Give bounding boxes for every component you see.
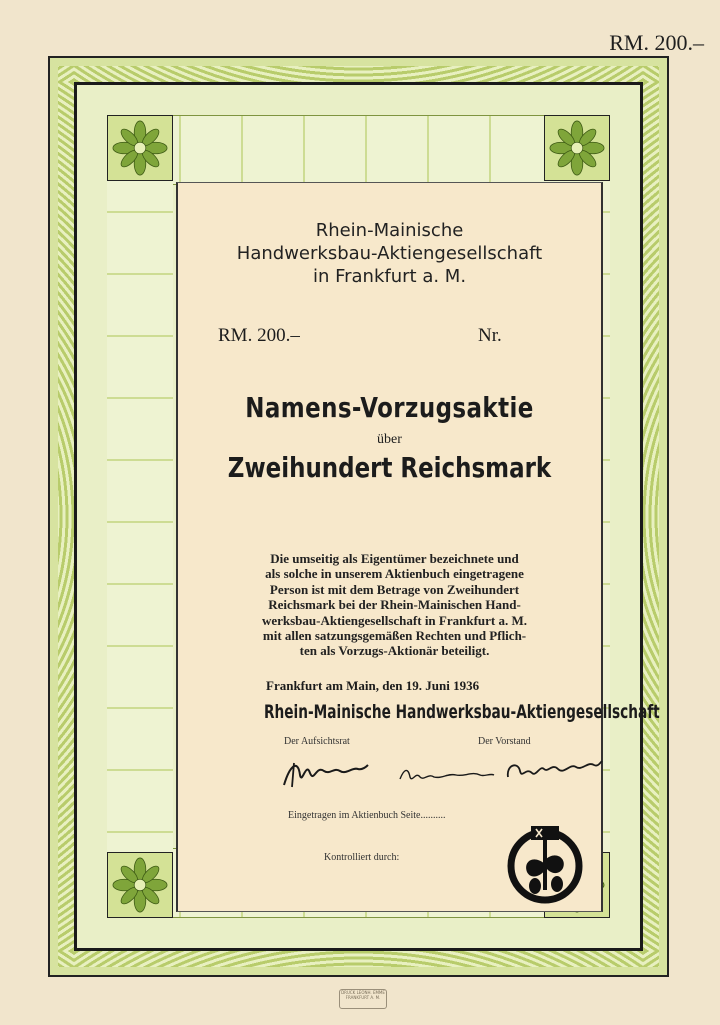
- rosette-icon: [107, 115, 173, 181]
- company-line: in Frankfurt a. M.: [312, 266, 467, 287]
- share-value-title: Zweihundert Reichsmark: [227, 451, 552, 484]
- vorstand-signature: [394, 755, 604, 789]
- rosette-icon: [107, 852, 173, 918]
- body-line: Person ist mit dem Betrage von Zweihundert: [269, 581, 520, 597]
- rosette-icon: [544, 115, 610, 181]
- company-line: Rhein-Mainische: [315, 220, 464, 241]
- checked-by-label: Kontrolliert durch:: [324, 852, 400, 863]
- corner-amount: RM. 200.–: [609, 30, 704, 55]
- company-name: [178, 219, 601, 288]
- inner-border: [74, 82, 660, 951]
- company-signature-line: Rhein-Mainische Handwerksbau-Aktiengesellschaft: [264, 701, 660, 723]
- vorstand-label: Der Vorstand: [478, 736, 531, 747]
- date-line: Frankfurt am Main, den 19. Juni 1936: [266, 678, 480, 693]
- certificate-frame: [48, 56, 669, 977]
- aufsichtsrat-label: Der Aufsichtsrat: [284, 736, 350, 747]
- certificate-body: [208, 551, 581, 659]
- certificate-text-panel: [176, 182, 660, 912]
- body-line: Reichsmark bei der Rhein-Mainischen Hand-: [268, 597, 521, 613]
- amount-label: RM. 200.–: [218, 325, 300, 346]
- body-line: werksbau-Aktiengesellschaft in Frankfurt a. M.: [261, 612, 528, 628]
- register-entry-label: Eingetragen im Aktienbuch Seite..........: [288, 810, 446, 821]
- printer-mark: DRUCK LEONH. EMME FRANKFURT A. M.: [339, 989, 387, 1009]
- ueber-label: über: [377, 432, 402, 447]
- ornament-band-top: [149, 115, 568, 185]
- company-line: Handwerksbau-Aktiengesellschaft: [236, 243, 543, 264]
- ornament-band-left: [107, 181, 173, 852]
- share-type-title: Namens-Vorzugsaktie: [245, 391, 534, 424]
- hammer-oak-seal-icon: [505, 824, 585, 904]
- body-line: Die umseitig als Eigentümer bezeichnete und: [270, 551, 519, 566]
- number-label: Nr.: [478, 325, 502, 346]
- body-line: als solche in unserem Aktienbuch eingetragene: [265, 566, 524, 582]
- aufsichtsrat-signature: [280, 755, 370, 789]
- body-line: mit allen satzungsgemäßen Rechten und Pflich-: [262, 628, 527, 644]
- body-line: ten als Vorzugs-Aktionär beteiligt.: [299, 643, 490, 659]
